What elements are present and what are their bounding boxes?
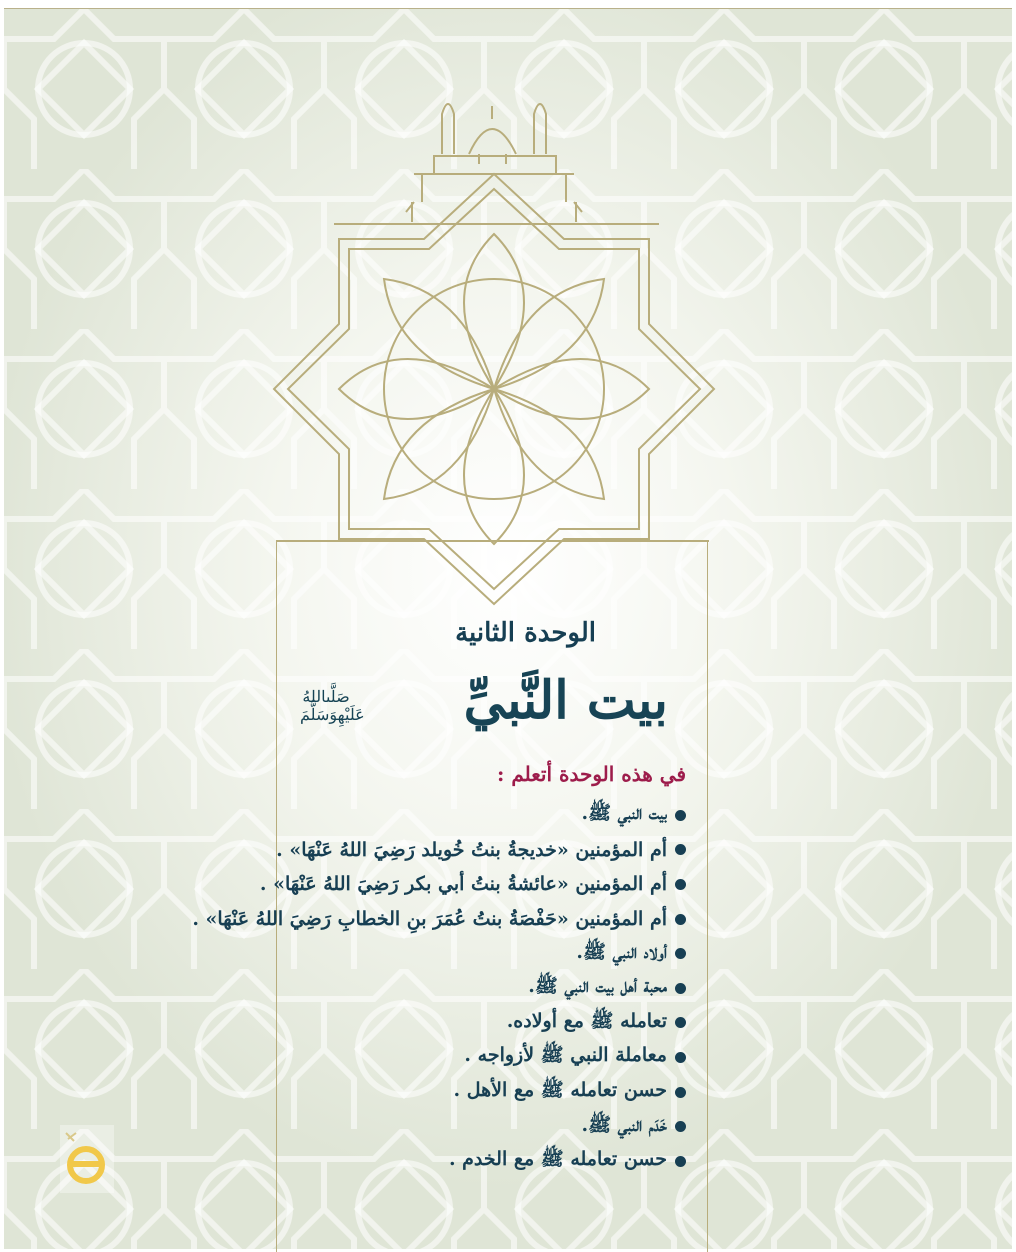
objective-text: أم المؤمنين «عائشةُ بنتُ أبي بكر رَضِيَ اللهُ عَنْهَا» .	[259, 873, 667, 896]
rosette-ornament	[339, 234, 649, 544]
bullet-icon	[675, 1121, 686, 1132]
objective-text: خَدَم النبي ﷺ.	[581, 1113, 667, 1136]
logo-icon	[60, 1125, 114, 1193]
objective-item	[276, 1075, 686, 1110]
objective-text: أم المؤمنين «خديجةُ بنتُ خُويلد رَضِيَ اللهُ عَنْهَا» .	[276, 838, 667, 861]
unit-label: الوحدة الثانية	[455, 618, 596, 648]
bullet-icon	[675, 914, 686, 925]
objective-item	[276, 1006, 686, 1041]
objective-text: معاملة النبي ﷺ لأزواجه .	[464, 1044, 667, 1067]
publisher-logo	[60, 1125, 114, 1193]
bullet-icon	[675, 948, 686, 959]
unit-title: بيت النَّبيِّ	[463, 670, 668, 731]
bullet-icon	[675, 879, 686, 890]
bullet-icon	[675, 1087, 686, 1098]
objectives-intro: في هذه الوحدة أتعلم :	[496, 762, 686, 786]
objective-text: حسن تعامله ﷺ مع الأهل .	[453, 1079, 667, 1102]
bullet-icon	[675, 1017, 686, 1028]
title-honorific: صَلَّىاللهُ عَلَيْهِوَسَلَّمَ	[300, 687, 365, 724]
objective-text: تعامله ﷺ مع أولاده.	[506, 1009, 667, 1032]
bullet-icon	[675, 1052, 686, 1063]
objective-item	[276, 1040, 686, 1075]
bullet-icon	[675, 810, 686, 821]
objective-text: حسن تعامله ﷺ مع الخدم .	[448, 1148, 667, 1171]
objective-item	[192, 902, 686, 937]
objective-item	[276, 936, 686, 971]
bullet-icon	[675, 844, 686, 855]
objective-text: بيت النبي ﷺ.	[581, 802, 667, 825]
bullet-icon	[675, 983, 686, 994]
objective-item	[259, 867, 686, 902]
objective-text: أم المؤمنين «حَفْصَةُ بنتُ عُمَرَ بنِ الخطابِ رَضِيَ اللهُ عَنْهَا» .	[192, 908, 667, 931]
objective-item	[276, 1144, 686, 1179]
mosque-icon	[334, 104, 659, 224]
bullet-icon	[675, 1156, 686, 1167]
objective-text: محبة أهل بيت النبي ﷺ.	[528, 975, 667, 998]
objective-item	[276, 798, 686, 833]
objective-item	[276, 971, 686, 1006]
objective-item	[276, 1109, 686, 1144]
objective-text: أولاد النبي ﷺ.	[576, 940, 667, 963]
objective-item	[276, 833, 686, 868]
objectives-list	[192, 798, 686, 1179]
